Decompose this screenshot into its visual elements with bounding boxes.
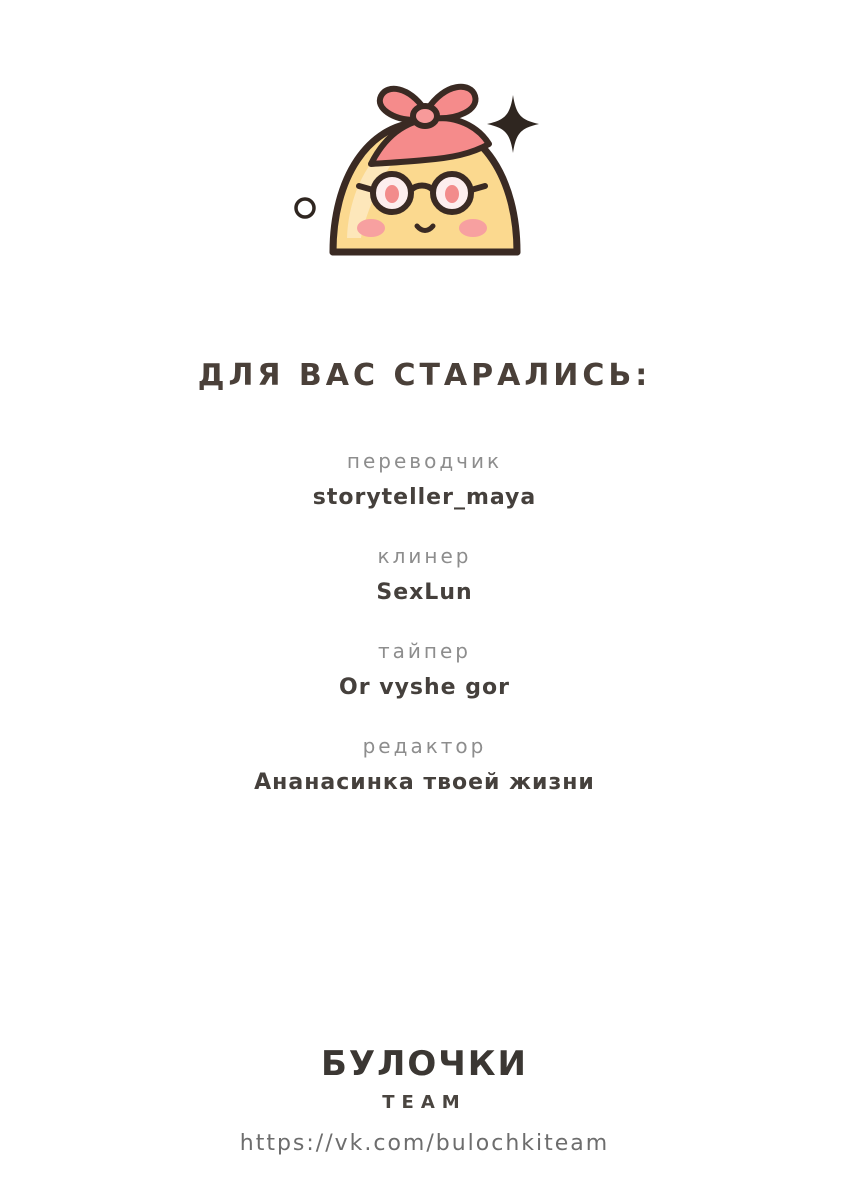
footer <box>0 1044 849 1156</box>
credit-name: Ананасинка твоей жизни <box>254 770 595 795</box>
credit-entry <box>376 544 472 605</box>
credit-role: тайпер <box>378 639 471 663</box>
credits-list <box>0 449 849 829</box>
bubble-icon <box>296 199 314 217</box>
cheek-right <box>459 219 487 237</box>
credit-entry <box>313 449 537 510</box>
cheek-left <box>357 219 385 237</box>
credit-entry <box>339 639 510 700</box>
page-title: ДЛЯ ВАС СТАРАЛИСЬ: <box>197 358 652 393</box>
mascot-illustration <box>275 60 575 280</box>
credit-name: Or vyshe gor <box>339 675 510 700</box>
mascot-bow-knot <box>413 106 437 126</box>
sparkle-icon <box>487 95 539 153</box>
eye-right <box>445 185 459 203</box>
credit-role: редактор <box>362 734 487 758</box>
team-name: БУЛОЧКИ <box>321 1044 528 1084</box>
credit-name: storyteller_maya <box>312 485 537 510</box>
credit-role: клинер <box>377 544 472 568</box>
eye-left <box>385 185 399 203</box>
credit-entry <box>254 734 595 795</box>
credit-role: переводчик <box>346 449 503 473</box>
bun-character-icon <box>275 60 575 280</box>
glasses-temple-left <box>359 186 373 190</box>
glasses-temple-right <box>471 186 485 190</box>
team-subtitle: TEAM <box>382 1092 467 1113</box>
credit-name: SexLun <box>376 580 473 605</box>
team-link[interactable]: https://vk.com/bulochkiteam <box>239 1131 610 1156</box>
